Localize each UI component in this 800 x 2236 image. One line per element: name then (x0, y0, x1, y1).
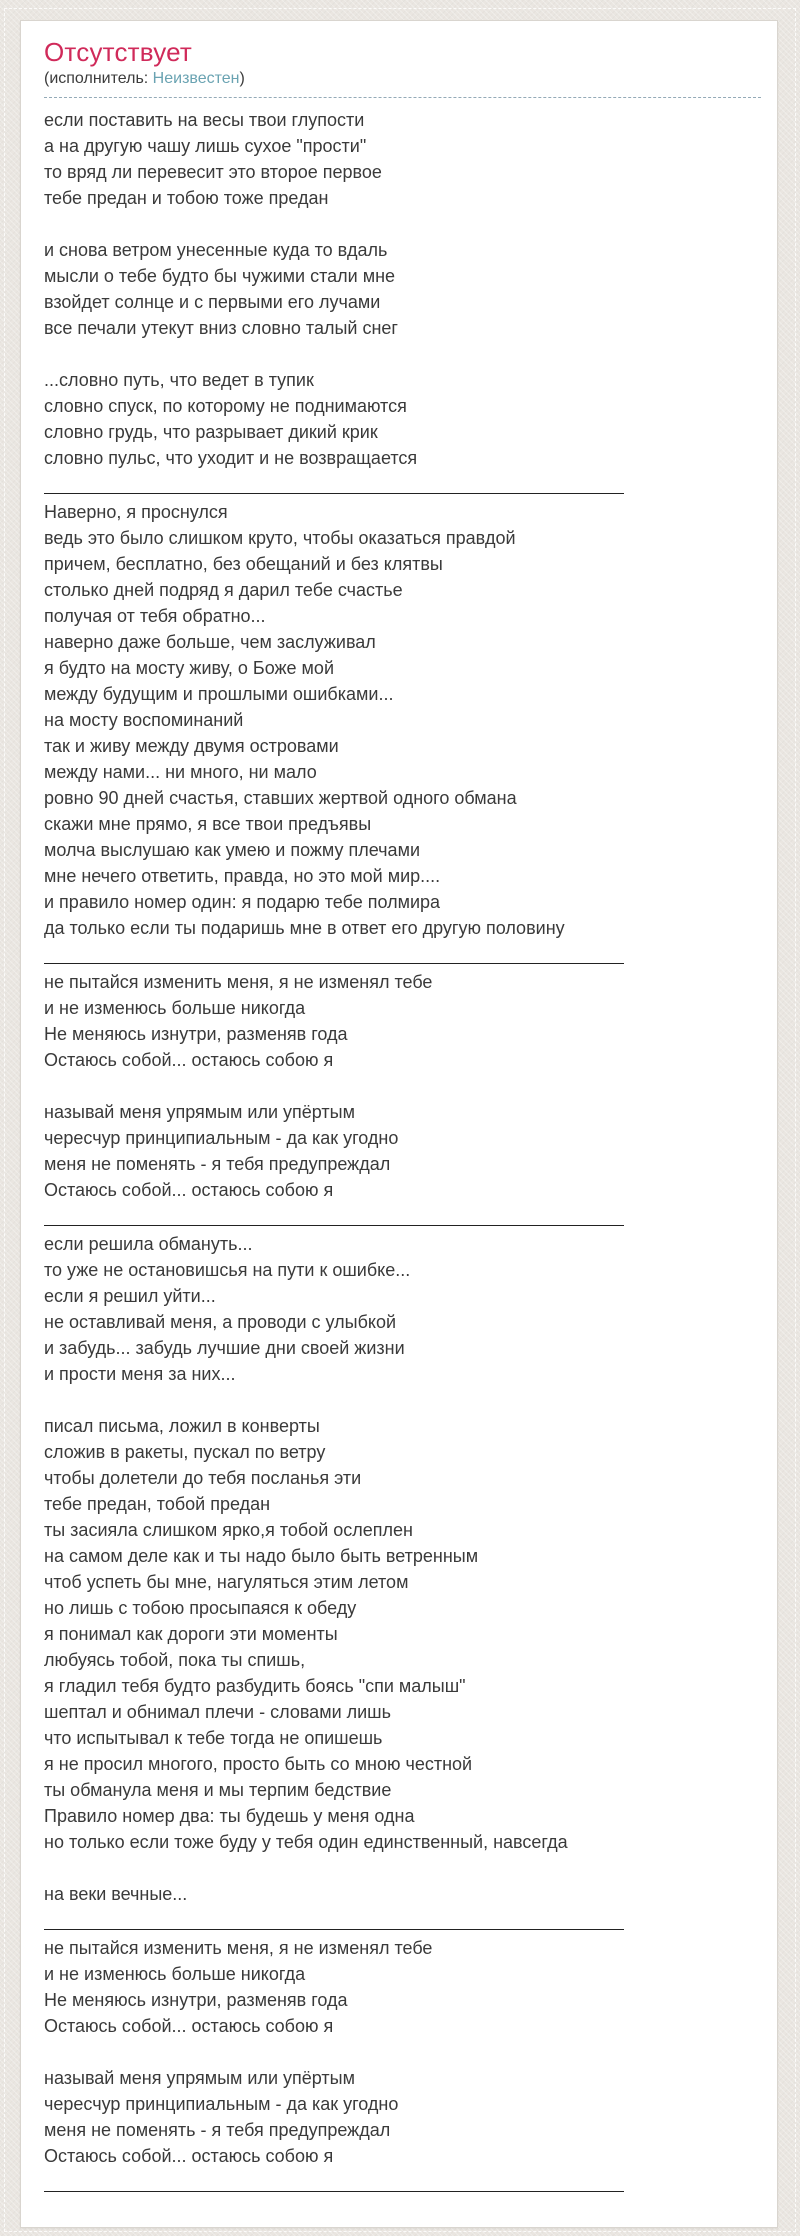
lyric-line: но лишь с тобою просыпаяся к обеду (44, 1598, 357, 1618)
lyric-line: я гладил тебя будто разбудить боясь "спи малыш" (44, 1676, 466, 1696)
lyric-line: на самом деле как и ты надо было быть ветренным (44, 1546, 479, 1566)
stanza (44, 499, 757, 941)
lyric-line: что испытывал к тебе тогда не опишешь (44, 1728, 383, 1748)
stanza (44, 237, 757, 341)
lyric-line: а на другую чашу лишь сухое "прости" (44, 136, 367, 156)
lyrics-card (20, 20, 778, 2228)
stanza (44, 1881, 757, 1907)
lyric-line: если поставить на весы твои глупости (44, 110, 365, 130)
stanza (44, 1231, 757, 1387)
stanza-separator (44, 963, 624, 964)
lyric-line: причем, бесплатно, без обещаний и без клятвы (44, 554, 443, 574)
lyric-line: и прости меня за них... (44, 1364, 236, 1384)
lyric-line: на веки вечные... (44, 1884, 188, 1904)
lyric-line: и правило номер один: я подарю тебе полмира (44, 892, 441, 912)
lyric-line: тебе предан и тобою тоже предан (44, 188, 329, 208)
lyric-line: между нами... ни много, ни мало (44, 762, 317, 782)
lyric-line: словно спуск, по которому не поднимаются (44, 396, 407, 416)
lyric-line: мысли о тебе будто бы чужими стали мне (44, 266, 396, 286)
header-divider (44, 97, 761, 98)
lyric-line: ты обманула меня и мы терпим бедствие (44, 1780, 392, 1800)
stanza (44, 2065, 757, 2169)
stanza (44, 1099, 757, 1203)
lyric-line: столько дней подряд я дарил тебе счастье (44, 580, 403, 600)
lyric-line: ты засияла слишком ярко,я тобой ослеплен (44, 1520, 413, 1540)
lyric-line: меня не поменять - я тебя предупреждал (44, 1154, 391, 1174)
lyric-line: чересчур принципиальным - да как угодно (44, 1128, 399, 1148)
song-title-link[interactable]: Отсутствует (44, 37, 193, 67)
stanza (44, 367, 757, 471)
lyric-line: Не меняюсь изнутри, разменяв года (44, 1024, 348, 1044)
artist-line (44, 68, 757, 90)
stanza (44, 1935, 757, 2039)
lyric-line: но только если тоже буду у тебя один единственный, навсегда (44, 1832, 568, 1852)
lyric-line: и не изменюсь больше никогда (44, 998, 306, 1018)
stanza (44, 969, 757, 1073)
lyric-line: не пытайся изменить меня, я не изменял тебе (44, 1938, 433, 1958)
lyric-line: называй меня упрямым или упёртым (44, 2068, 355, 2088)
lyric-line: словно пульс, что уходит и не возвращается (44, 448, 418, 468)
lyric-line: молча выслушаю как умею и пожму плечами (44, 840, 420, 860)
lyric-line: все печали утекут вниз словно талый снег (44, 318, 398, 338)
lyric-line: так и живу между двумя островами (44, 736, 339, 756)
lyric-line: меня не поменять - я тебя предупреждал (44, 2120, 391, 2140)
stanza-separator (44, 1929, 624, 1930)
lyric-line: Наверно, я проснулся (44, 502, 228, 522)
lyric-line: чтоб успеть бы мне, нагуляться этим летом (44, 1572, 409, 1592)
lyric-line: Остаюсь собой... остаюсь собою я (44, 2146, 334, 2166)
lyric-line: мне нечего ответить, правда, но это мой мир.... (44, 866, 441, 886)
lyric-line: и не изменюсь больше никогда (44, 1964, 306, 1984)
lyric-line: я будто на мосту живу, о Боже мой (44, 658, 334, 678)
lyric-line: если я решил уйти... (44, 1286, 216, 1306)
lyric-line: и снова ветром унесенные куда то вдаль (44, 240, 388, 260)
lyric-line: я не просил многого, просто быть со мною честной (44, 1754, 473, 1774)
lyric-line: ...словно путь, что ведет в тупик (44, 370, 314, 390)
lyric-line: не пытайся изменить меня, я не изменял тебе (44, 972, 433, 992)
lyric-line: Остаюсь собой... остаюсь собою я (44, 1050, 334, 1070)
lyric-line: на мосту воспоминаний (44, 710, 244, 730)
lyric-line: словно грудь, что разрывает дикий крик (44, 422, 378, 442)
lyric-line: называй меня упрямым или упёртым (44, 1102, 355, 1122)
lyric-line: да только если ты подаришь мне в ответ его другую половину (44, 918, 565, 938)
lyric-line: ровно 90 дней счастья, ставших жертвой одного обмана (44, 788, 517, 808)
lyric-line: тебе предан, тобой предан (44, 1494, 271, 1514)
lyric-line: не оставливай меня, а проводи с улыбкой (44, 1312, 397, 1332)
lyric-line: писал письма, ложил в конверты (44, 1416, 320, 1436)
lyric-line: чтобы долетели до тебя посланья эти (44, 1468, 362, 1488)
artist-label: (исполнитель: (44, 70, 149, 87)
lyric-line: Правило номер два: ты будешь у меня одна (44, 1806, 415, 1826)
artist-link[interactable]: Неизвестен (152, 70, 240, 87)
stanza-separator (44, 1225, 624, 1226)
lyric-line: между будущим и прошлыми ошибками... (44, 684, 394, 704)
lyric-line: я понимал как дороги эти моменты (44, 1624, 338, 1644)
lyric-line: чересчур принципиальным - да как угодно (44, 2094, 399, 2114)
lyric-line: любуясь тобой, пока ты спишь, (44, 1650, 306, 1670)
lyric-line: Не меняюсь изнутри, разменяв года (44, 1990, 348, 2010)
lyric-line: получая от тебя обратно... (44, 606, 266, 626)
lyric-line: если решила обмануть... (44, 1234, 253, 1254)
artist-suffix: ) (239, 70, 245, 87)
stanza-separator (44, 493, 624, 494)
lyric-line: то вряд ли перевесит это второе первое (44, 162, 382, 182)
lyric-line: наверно даже больше, чем заслуживал (44, 632, 376, 652)
lyric-line: скажи мне прямо, я все твои предъявы (44, 814, 372, 834)
lyric-line: сложив в ракеты, пускал по ветру (44, 1442, 326, 1462)
lyric-line: то уже не остановишсья на пути к ошибке... (44, 1260, 411, 1280)
stanza (44, 1413, 757, 1855)
lyrics-body (44, 107, 757, 2192)
lyric-line: и забудь... забудь лучшие дни своей жизни (44, 1338, 405, 1358)
lyric-line: взойдет солнце и с первыми его лучами (44, 292, 381, 312)
lyric-line: шептал и обнимал плечи - словами лишь (44, 1702, 392, 1722)
lyric-line: ведь это было слишком круто, чтобы оказаться правдой (44, 528, 516, 548)
lyric-line: Остаюсь собой... остаюсь собою я (44, 1180, 334, 1200)
stanza-separator (44, 2191, 624, 2192)
stanza (44, 107, 757, 211)
lyric-line: Остаюсь собой... остаюсь собою я (44, 2016, 334, 2036)
